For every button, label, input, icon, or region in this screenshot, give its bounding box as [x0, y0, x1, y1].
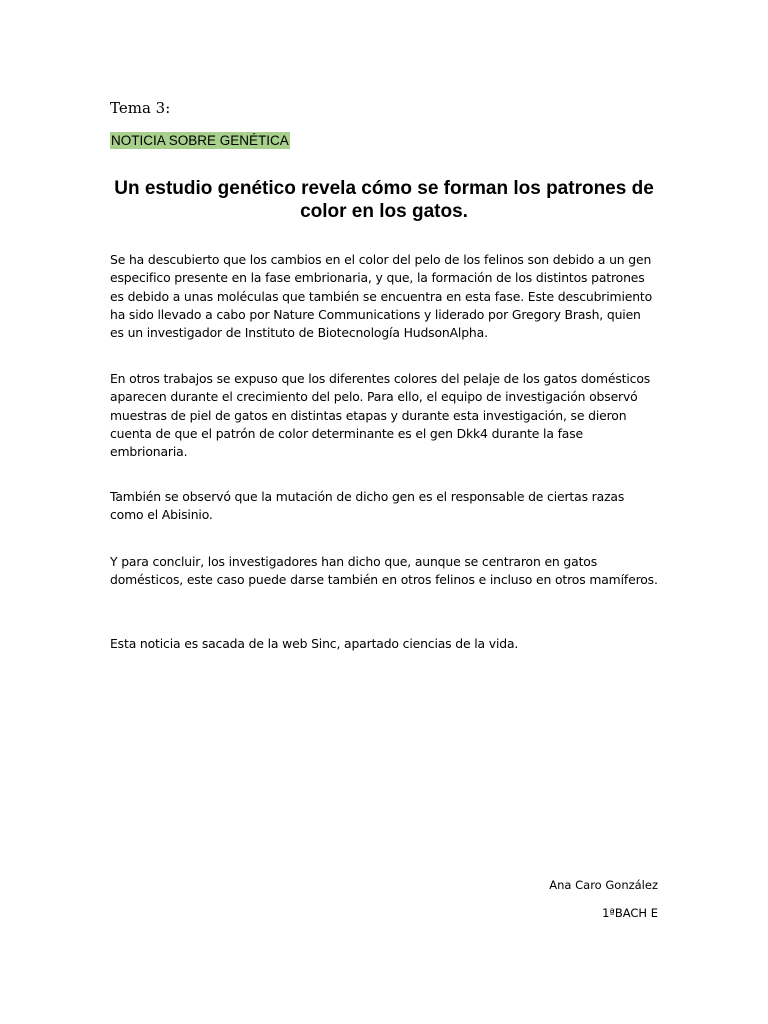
author-name: Ana Caro González [549, 878, 658, 892]
paragraph-2: En otros trabajos se expuso que los diferentes colores del pelaje de los gatos domésticos aparecen durante el crecimiento del pelo. Para ello, el equipo de investigación observó muestras de piel de gatos en distintas etapas y durante esta investigación, se dieron cuenta de que el patrón de color determinante es el gen Dkk4 durante la fase embrionaria. [110, 371, 651, 460]
section-label-highlighted: NOTICIA SOBRE GENÉTICA [111, 133, 289, 148]
topic-label: Tema 3: [110, 99, 171, 117]
paragraph-4: Y para concluir, los investigadores han dicho que, aunque se centraron en gatos domésticos, este caso puede darse también en otros felinos e incluso en otros mamíferos. [110, 554, 658, 588]
paragraph-3: También se observó que la mutación de dicho gen es el responsable de ciertas razas como el Abisinio. [110, 489, 625, 523]
paragraph-1: Se ha descubierto que los cambios en el color del pelo de los felinos son debido a un gen especifico presente en la fase embrionaria, y que, la formación de los distintos patrones es debido a unas moléculas que también se encuentra en esta fase. Este descubrimiento ha sido llevado a cabo por Nature Communications y liderado por Gregory Brash, quien es un investigador de Instituto de Biotecnología HudsonAlpha. [110, 252, 653, 341]
paragraph-5: Esta noticia es sacada de la web Sinc, apartado ciencias de la vida. [110, 636, 519, 651]
course-label: 1ªBACH E [602, 906, 658, 920]
headline: Un estudio genético revela cómo se forman los patrones de color en los gatos. [114, 178, 654, 222]
